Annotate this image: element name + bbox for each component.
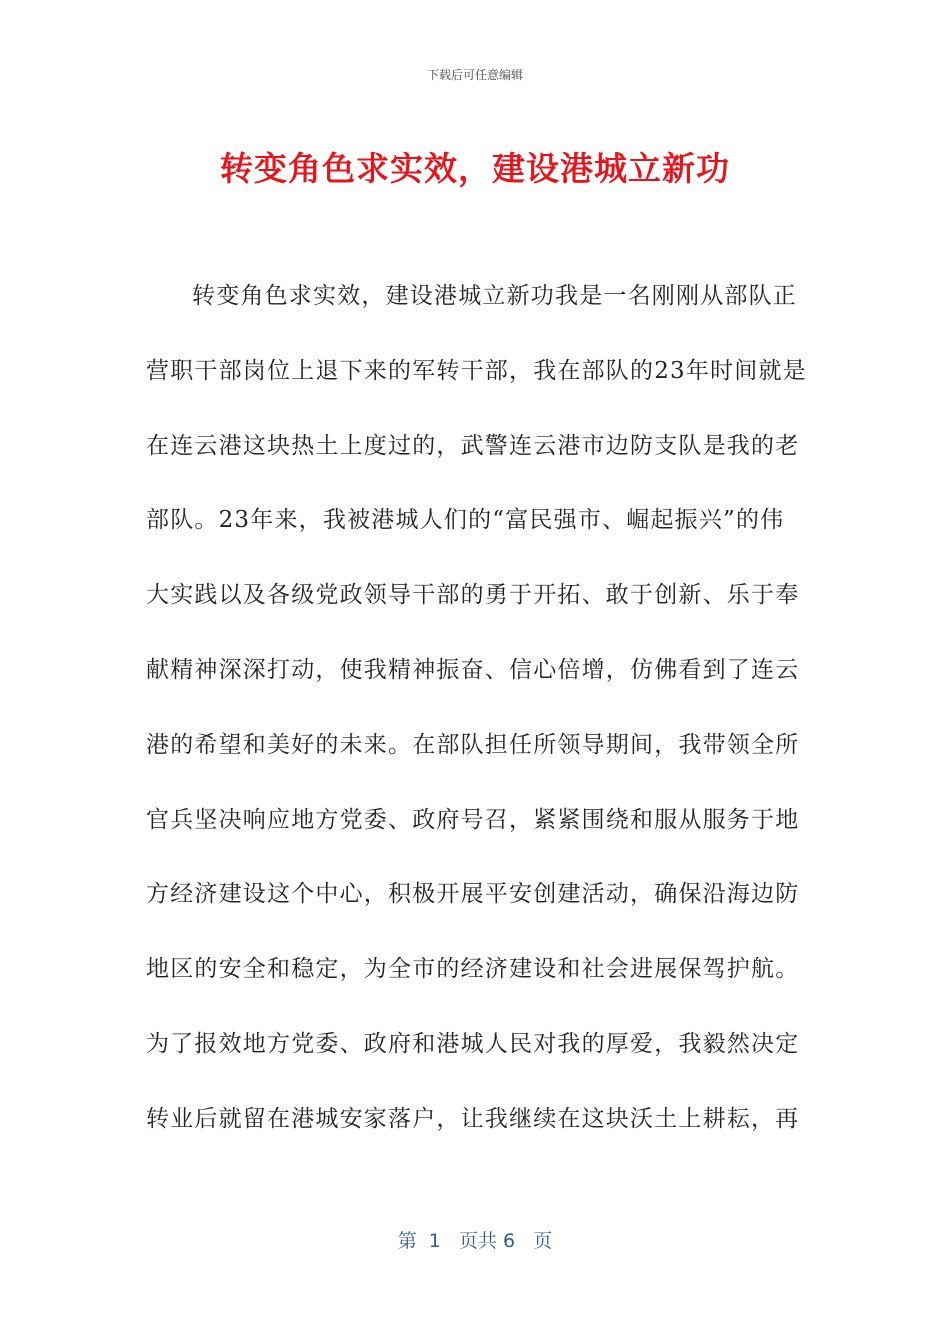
body-line: 官兵坚决响应地方党委、政府号召，紧紧围绕和服从服务于地 xyxy=(146,806,800,833)
body-line: 转业后就留在港城安家落户，让我继续在这块沃土上耕耘，再 xyxy=(146,1105,800,1132)
body-line: 营职干部岗位上退下来的军转干部，我在部队的23年时间就是 xyxy=(146,357,807,384)
body-text xyxy=(146,276,806,1174)
body-line: 大实践以及各级党政领导干部的勇于开拓、敢于创新、乐于奉 xyxy=(146,582,800,609)
body-line: 献精神深深打动，使我精神振奋、信心倍增，仿佛看到了连云 xyxy=(146,656,800,683)
document-title: 转变角色求实效，建设港城立新功 xyxy=(220,149,730,188)
body-line: 地区的安全和稳定，为全市的经济建设和社会进展保驾护航。 xyxy=(146,956,800,983)
body-line: 在连云港这块热土上度过的，武警连云港市边防支队是我的老 xyxy=(146,432,800,459)
body-line: 转变角色求实效，建设港城立新功我是一名刚刚从部队正 xyxy=(192,283,797,309)
body-line: 部队。23年来，我被港城人们的“富民强市、崛起振兴”的伟 xyxy=(146,507,785,534)
page-number-footer: 第 1 页共 6 页 xyxy=(397,1230,553,1252)
body-line: 方经济建设这个中心，积极开展平安创建活动，确保沿海边防 xyxy=(146,881,800,908)
body-line: 港的希望和美好的未来。在部队担任所领导期间，我带领全所 xyxy=(146,731,800,758)
body-line: 为了报效地方党委、政府和港城人民对我的厚爱，我毅然决定 xyxy=(146,1030,800,1057)
header-note: 下载后可任意编辑 xyxy=(426,68,523,82)
